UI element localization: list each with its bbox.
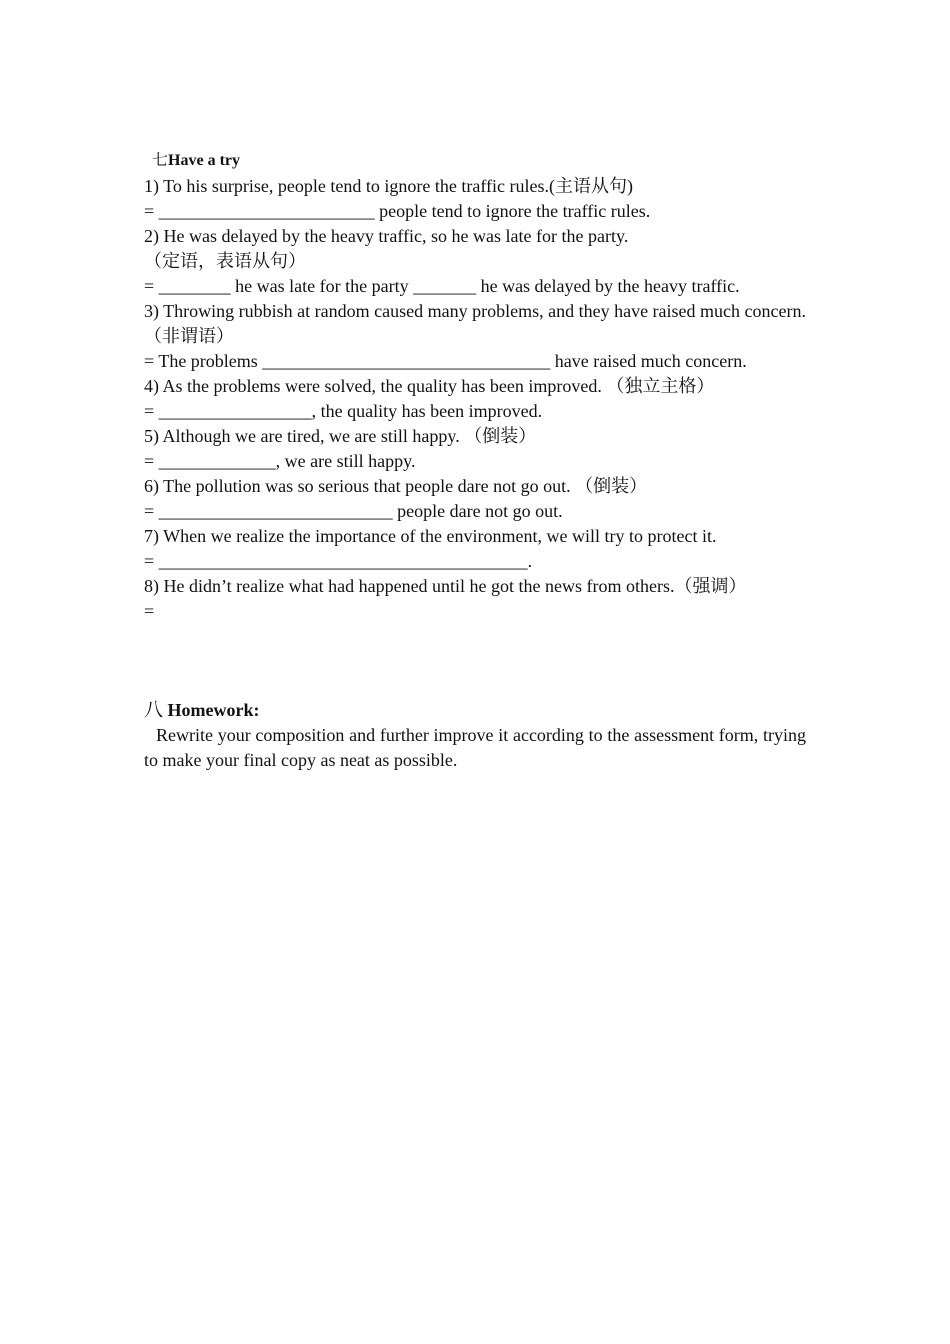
section-8-title: Homework: (167, 700, 260, 720)
exercise-3-question: 3) Throwing rubbish at random caused many problems, and they have raised much concern. （非谓语） (144, 301, 806, 346)
exercise-2-hint: （定语，表语从句） (144, 251, 306, 271)
section-gap (144, 624, 806, 698)
exercise-2-question: 2) He was delayed by the heavy traffic, so he was late for the party. (144, 226, 629, 246)
exercise-5-answer: = _____________, we are still happy. (144, 451, 416, 471)
exercise-4-question: 4) As the problems were solved, the quality has been improved. （独立主格） (144, 376, 715, 396)
exercise-1-answer: = ________________________ people tend to ignore the traffic rules. (144, 201, 651, 221)
exercise-1-question: 1) To his surprise, people tend to ignore the traffic rules.(主语从句) (144, 176, 633, 196)
exercise-8-question: 8) He didn’t realize what had happened until he got the news from others.（强调） (144, 576, 747, 596)
exercise-8-answer: = (144, 601, 155, 621)
exercise-4-answer: = _________________, the quality has been improved. (144, 401, 543, 421)
exercise-7-answer: = _________________________________________. (144, 551, 533, 571)
section-8-number: 八 (144, 700, 164, 721)
exercise-3-answer: = The problems ________________________________ have raised much concern. (144, 351, 747, 371)
exercise-6-question: 6) The pollution was so serious that people dare not go out. （倒装） (144, 476, 648, 496)
exercise-6-answer: = __________________________ people dare not go out. (144, 501, 563, 521)
section-7-heading (144, 148, 806, 174)
section-7-title: Have a try (168, 152, 240, 169)
exercise-2-answer: = ________ he was late for the party _______ he was delayed by the heavy traffic. (144, 276, 740, 296)
section-7-number: 七 (152, 152, 169, 169)
section-8-heading (144, 698, 806, 723)
exercise-7-question: 7) When we realize the importance of the environment, we will try to protect it. (144, 526, 717, 546)
homework-paragraph: Rewrite your composition and further improve it according to the assessment form, trying to make your final copy as neat as possible. (144, 725, 806, 770)
worksheet-page (144, 148, 806, 773)
exercise-5-question: 5) Although we are tired, we are still happy. （倒装） (144, 426, 537, 446)
